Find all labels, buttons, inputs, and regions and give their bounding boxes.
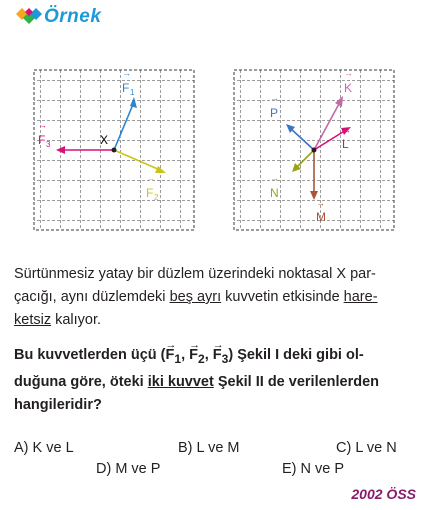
vector-F2-sub: 2 bbox=[197, 351, 205, 366]
svg-text:→: → bbox=[146, 173, 155, 183]
svg-text:P: P bbox=[270, 106, 279, 120]
vector-F2: → F bbox=[189, 344, 198, 367]
source-label: 2002 ÖSS bbox=[351, 486, 416, 502]
svg-text:→: → bbox=[270, 173, 279, 183]
prompt-text: ) Şekil I deki gibi ol- bbox=[228, 347, 364, 363]
option-d[interactable]: D) M ve P bbox=[96, 461, 161, 477]
header-title: Örnek bbox=[44, 6, 102, 27]
vector-F1: → F bbox=[165, 344, 174, 367]
svg-text:L: L bbox=[342, 137, 349, 151]
label-M bbox=[316, 198, 326, 224]
label-P bbox=[270, 93, 279, 120]
option-e[interactable]: E) N ve P bbox=[282, 461, 345, 477]
prompt-text: duğuna göre, öteki bbox=[14, 373, 148, 390]
option-b[interactable]: B) L ve M bbox=[178, 440, 240, 456]
stationary-emphasis-a: hare- bbox=[343, 289, 378, 305]
svg-text:F: F bbox=[146, 186, 154, 200]
two-forces-emphasis: iki kuvvet bbox=[147, 373, 214, 390]
stem-text: kalıyor. bbox=[51, 312, 102, 328]
svg-text:→: → bbox=[122, 68, 131, 78]
svg-text:→: → bbox=[270, 93, 279, 103]
question-stem bbox=[14, 263, 416, 332]
svg-text:F: F bbox=[38, 133, 46, 147]
svg-text:F: F bbox=[122, 81, 130, 95]
stationary-emphasis-b: ketsiz bbox=[14, 312, 52, 328]
prompt-sep: , bbox=[204, 347, 213, 363]
five-separate-emphasis: beş ayrı bbox=[169, 289, 222, 305]
stem-text: kuvvetin etkisinde bbox=[221, 289, 344, 305]
svg-text:1: 1 bbox=[130, 88, 135, 97]
vector-F3: → F bbox=[213, 344, 222, 367]
label-K bbox=[344, 68, 353, 95]
prompt-text: Şekil II de verilenlerden bbox=[213, 373, 380, 390]
figure2-center-dot bbox=[312, 148, 317, 153]
svg-text:→: → bbox=[344, 68, 353, 78]
prompt-text: hangileridir? bbox=[14, 396, 102, 413]
svg-text:→: → bbox=[38, 120, 47, 130]
option-a[interactable]: A) K ve L bbox=[14, 440, 74, 456]
svg-text:→: → bbox=[316, 198, 325, 208]
label-N bbox=[270, 173, 279, 200]
option-c[interactable]: C) L ve N bbox=[336, 440, 397, 456]
particle-x-label: X bbox=[100, 133, 109, 147]
prompt-sep: , bbox=[181, 347, 190, 363]
prompt-text: Bu kuvvetlerden üçü ( bbox=[14, 347, 166, 363]
svg-text:K: K bbox=[344, 81, 353, 95]
svg-text:→: → bbox=[342, 125, 351, 135]
particle-x-dot bbox=[112, 148, 117, 153]
vector-F1-sub: 1 bbox=[174, 351, 182, 366]
question-prompt bbox=[14, 344, 416, 417]
stem-text: çacığı, aynı düzlemdeki bbox=[14, 289, 170, 305]
force-figures bbox=[0, 0, 428, 240]
stem-line-1: Sürtünmesiz yatay bir düzlem üzerindeki noktasal X par- bbox=[14, 266, 376, 282]
svg-text:M: M bbox=[316, 210, 326, 224]
vector-F3-sub: 3 bbox=[221, 351, 229, 366]
svg-text:N: N bbox=[270, 186, 279, 200]
svg-text:3: 3 bbox=[46, 140, 51, 149]
svg-text:2: 2 bbox=[154, 193, 159, 202]
